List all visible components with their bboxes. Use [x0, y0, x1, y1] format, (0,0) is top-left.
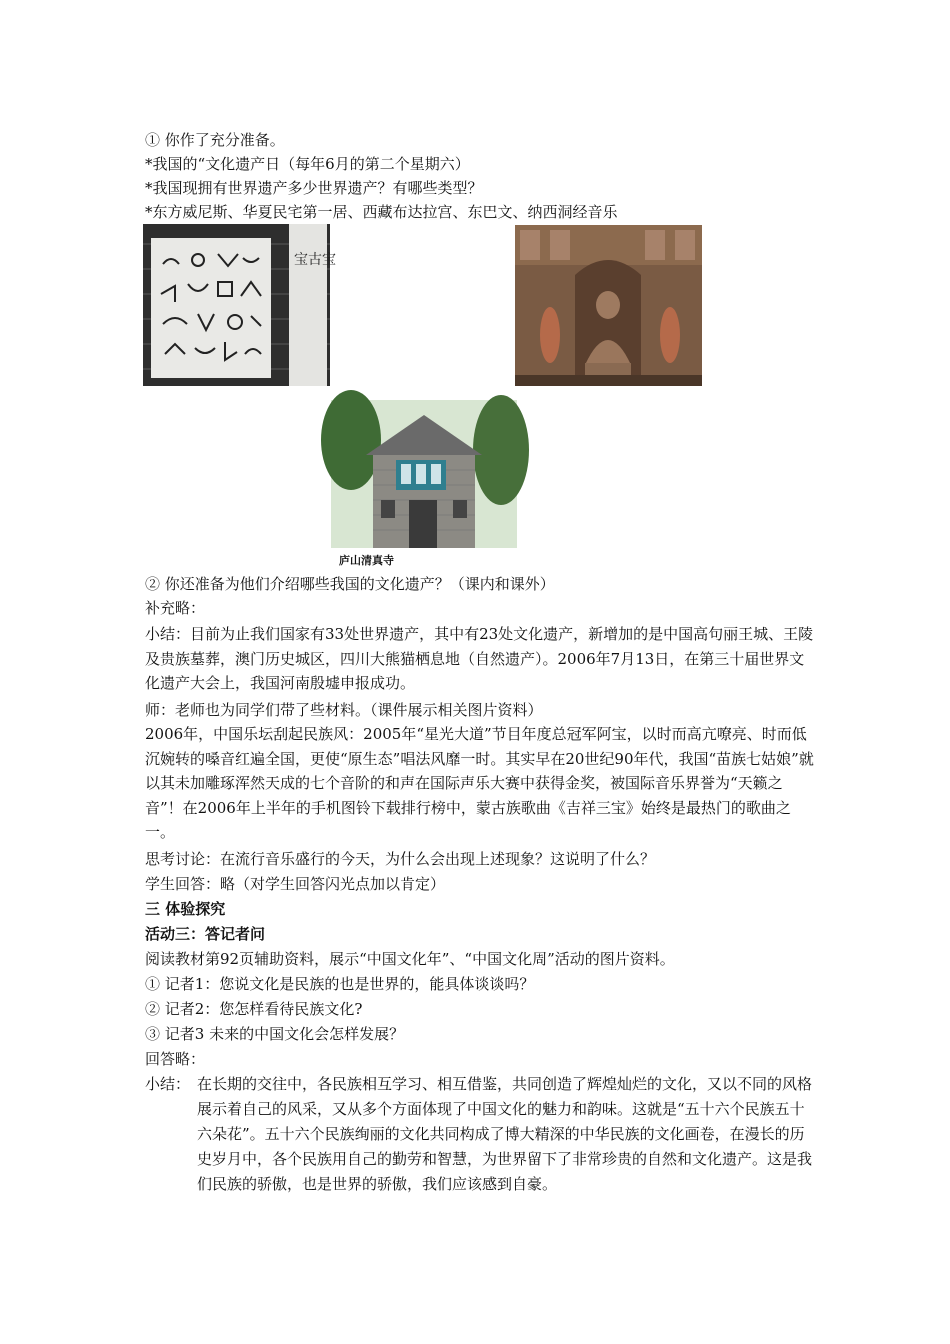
material-paragraph: 2006年，中国乐坛刮起民族风：2005年“星光大道”节目年度总冠军阿宝，以时而高亢嘹亮、时而低沉婉转的嗓音红遍全国，更使“原生态”唱法风靡一时。其实早在20世纪90年代，我国“苗族七姑娘”就以其未加雕琢浑然天成的七个音阶的和声在国际声乐大赛中获得金奖，被国际音乐界誉为“天籁之音”！在2006年上半年的手机图铃下载排行榜中，蒙古族歌曲《吉祥三宝》始终是最热门的歌曲之一。 [145, 725, 814, 841]
lushan-mosque-photo [331, 400, 517, 569]
dongba-script-illustration [143, 224, 336, 386]
reply-line: 回答略： [145, 1050, 206, 1068]
intro-line-2: *我国的“文化遗产日（每年6月的第二个星期六） [145, 155, 470, 173]
intro-line-3: *我国现拥有世界遗产多少世界遗产？有哪些类型？ [145, 179, 483, 197]
lushan-mosque-illustration [331, 400, 517, 548]
teacher-line: 师：老师也为同学们带了些材料。（课件展示相关图片资料） [145, 701, 543, 719]
intro-line-1: ① 你作了充分准备。 [145, 131, 285, 149]
question-2: ② 记者2：您怎样看待民族文化? [145, 1000, 363, 1018]
summary-paragraph: 小结：目前为止我们国家有33处世界遗产，其中有23处文化遗产，新增加的是中国高句丽王城、王陵及贵族墓葬，澳门历史城区，四川大熊猫栖息地（自然遗产）。2006年7月13日，在第三十届世界文化遗产大会上，我国河南殷墟申报成功。 [145, 625, 814, 692]
section3-heading: 三 体验探究 [145, 900, 226, 918]
final-summary-label: 小结： [145, 1075, 191, 1093]
answer-line: 学生回答：略（对学生回答闪光点加以肯定） [145, 875, 446, 893]
supplement-note: 补充略： [145, 599, 206, 617]
sign-text: 宝古宝 [294, 252, 336, 268]
question-1: ① 记者1：您说文化是民族的也是世界的，能具体谈谈吗？ [145, 975, 535, 993]
question-3: ③ 记者3 未来的中国文化会怎样发展？ [145, 1025, 405, 1043]
cave-buddha-photo [515, 225, 702, 386]
intro-line-4: *东方威尼斯、华夏民宅第一居、西藏布达拉宫、东巴文、纳西洞经音乐 [145, 203, 618, 221]
activity-heading: 活动三：答记者问 [145, 925, 266, 943]
photo-caption: 庐山清真寺 [339, 554, 394, 567]
section2-question: ② 你还准备为他们介绍哪些我国的文化遗产？（课内和课外） [145, 575, 555, 593]
discussion-line: 思考讨论：在流行音乐盛行的今天，为什么会出现上述现象？这说明了什么？ [145, 850, 656, 868]
reading-line: 阅读教材第92页辅助资料，展示“中国文化年”、“中国文化周”活动的图片资料。 [145, 950, 675, 968]
final-summary-body: 在长期的交往中，各民族相互学习、相互借鉴，共同创造了辉煌灿烂的文化，又以不同的风格展示着自己的风采，又从多个方面体现了中国文化的魅力和韵味。这就是“五十六个民族五十六朵花”。五十六个民族绚丽的文化共同构成了博大精深的中华民族的文化画卷，在漫长的历史岁月中，各个民族用自己的勤劳和智慧，为世界留下了非常珍贵的自然和文化遗产。这是我们民族的骄傲，也是世界的骄傲，我们应该感到自豪。 [197, 1075, 813, 1193]
cave-buddha-illustration [515, 225, 702, 386]
dongba-script-photo [143, 224, 336, 386]
